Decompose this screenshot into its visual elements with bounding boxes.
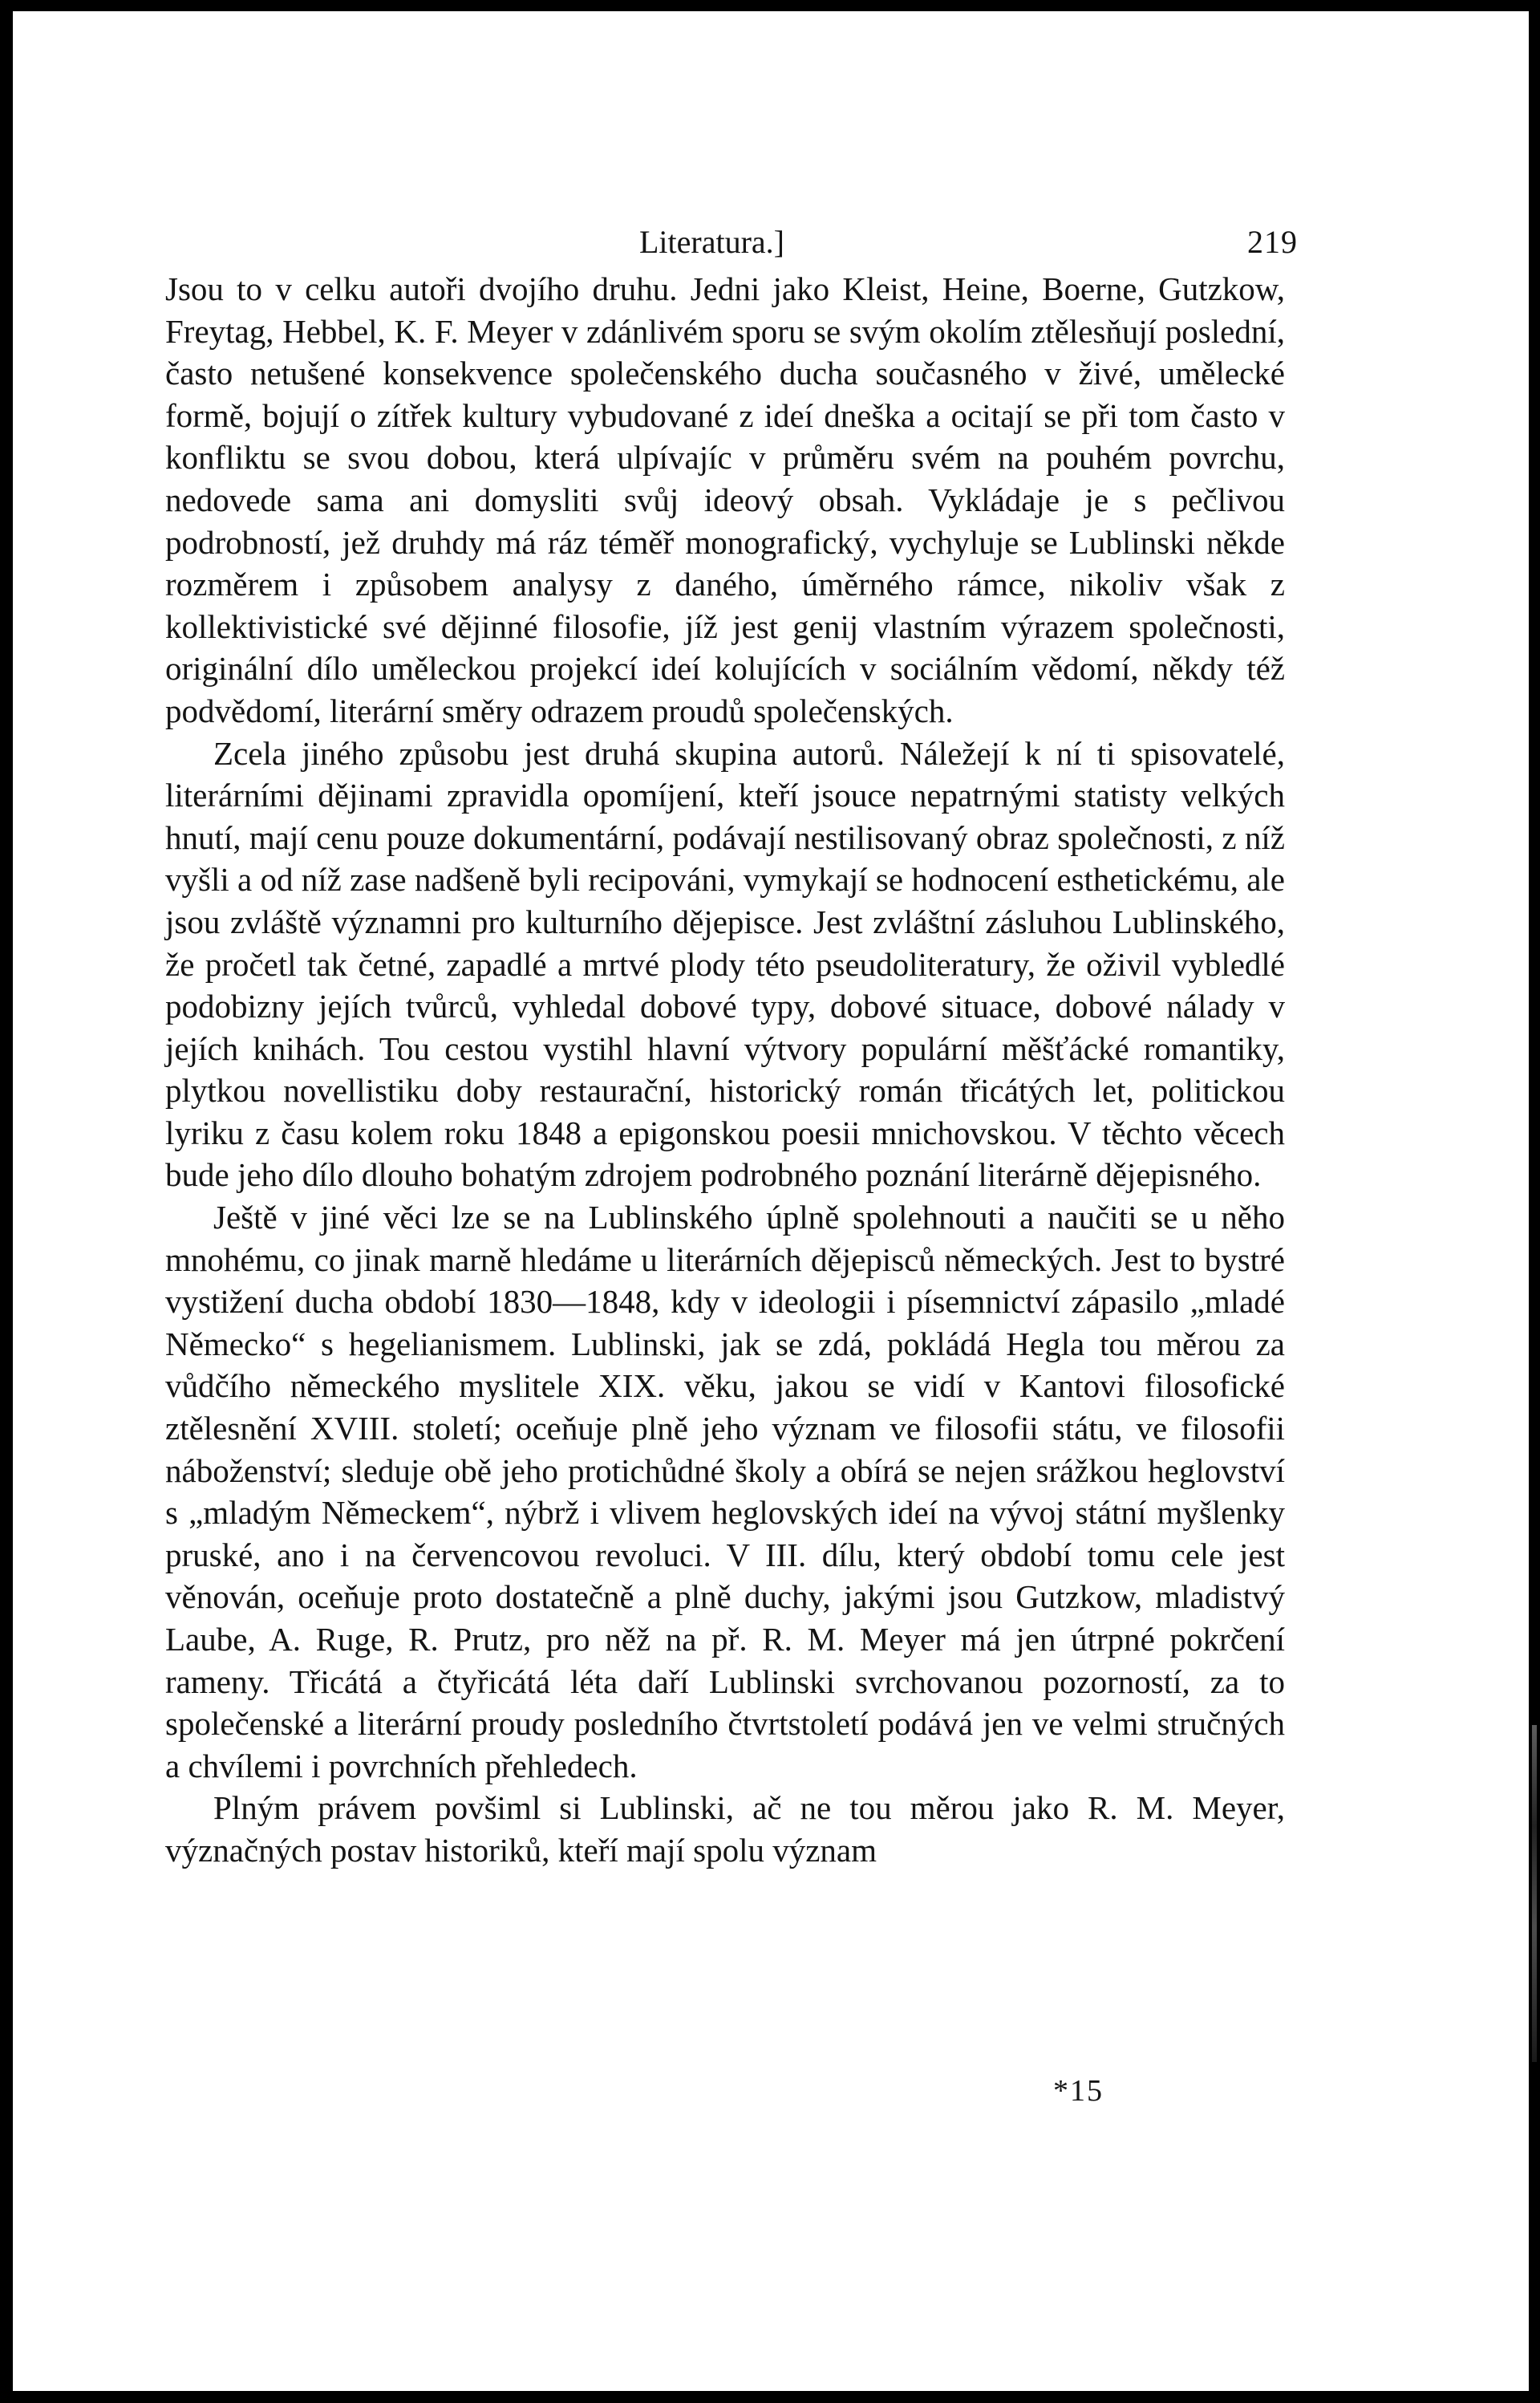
signature-mark: *15 [1053,2074,1104,2108]
paragraph-4: Plným právem povšiml si Lublinski, ač ne tou měrou jako R. M. Meyer, význačných postav historiků, kteří mají spolu význam [165,1789,1285,1869]
page-number: 219 [1247,224,1298,260]
running-head: Literatura.] [639,224,784,260]
paragraph-1: Jsou to v celku autoři dvojího druhu. Jedni jako Kleist, Heine, Boerne, Gutzkow, Freytag, Hebbel, K. F. Meyer v zdánlivém sporu se svým okolím ztělesňují poslední, často netušené konsekvence společenského ducha současného v živé, umělecké formě, bojují o zítřek kultury vybudované z ideí dneška a ocitají se při tom často v konfliktu se svou dobou, která ulpívajíc v průměru svém na pouhém povrchu, nedovede sama ani domysliti svůj ideový obsah. Vykládaje je s pečlivou podrobností, jež druhdy má ráz téměř monografický, vychyluje se Lublinski někde rozměrem i způsobem analysy z daného, úměrného rámce, nikoliv však z kollektivistické své dějinné filosofie, jíž jest genij vlastním výrazem společnosti, originální dílo uměleckou projekcí ideí kolujících v sociálním vědomí, někdy též podvědomí, literární směry odrazem proudů společenských. [165,270,1285,729]
scan-edge-shadow [1532,1725,1537,2062]
paragraph-3: Ještě v jiné věci lze se na Lublinského úplně spolehnouti a naučiti se u něho mnohému, co jinak marně hledáme u literárních dějepisců německých. Jest to bystré vystižení ducha období 1830—1848, kdy v ideologii i písemnictví zápasilo „mladé Německo“ s hegelianismem. Lublinski, jak se zdá, pokládá Hegla tou měrou za vůdčího německého myslitele XIX. věku, jakou se vidí v Kantovi filosofické ztělesnění XVIII. století; oceňuje plně jeho význam ve filosofii státu, ve filosofii náboženství; sleduje obě jeho protichůdné školy a obírá se nejen srážkou heglovství s „mladým Německem“, nýbrž i vlivem heglovských ideí na vývoj státní myšlenky pruské, ano i na červencovou revoluci. V III. dílu, který období tomu cele jest věnován, oceňuje proto dostatečně a plně duchy, jakými jsou Gutzkow, mladistvý Laube, A. Ruge, R. Prutz, pro něž na př. R. M. Meyer má jen útrpné pokrčení rameny. Třicátá a čtyřicátá léta daří Lublinski svrchovanou pozorností, za to společenské a literární proudy posledního čtvrtstoletí podává jen ve velmi stručných a chvílemi i povrchních přehledech. [165,1199,1285,1784]
page-header [178,217,1298,265]
body-text [165,268,1285,1872]
paragraph-2: Zcela jiného způsobu jest druhá skupina autorů. Náležejí k ní ti spisovatelé, literárními dějinami zpravidla opomíjení, kteří jsouce nepatrnými statisty velkých hnutí, mají cenu pouze dokumentární, podávají nestilisovaný obraz společnosti, z níž vyšli a od níž zase nadšeně byli recipováni, vymykají se hodnocení esthetickému, ale jsou zvláště významni pro kulturního dějepisce. Jest zvláštní zásluhou Lublinského, že pročetl tak četné, zapadlé a mrtvé plody této pseudoliteratury, že oživil vybledlé podobizny jejích tvůrců, vyhledal dobové typy, dobové situace, dobové nálady v jejích knihách. Tou cestou vystihl hlavní výtvory populární měšťácké romantiky, plytkou novellistiku doby restaurační, historický román třicátých let, politickou lyriku z času kolem roku 1848 a epigonskou poesii mnichovskou. V těchto věcech bude jeho dílo dlouho bohatým zdrojem podrobného poznání literárně dějepisného. [165,734,1285,1194]
